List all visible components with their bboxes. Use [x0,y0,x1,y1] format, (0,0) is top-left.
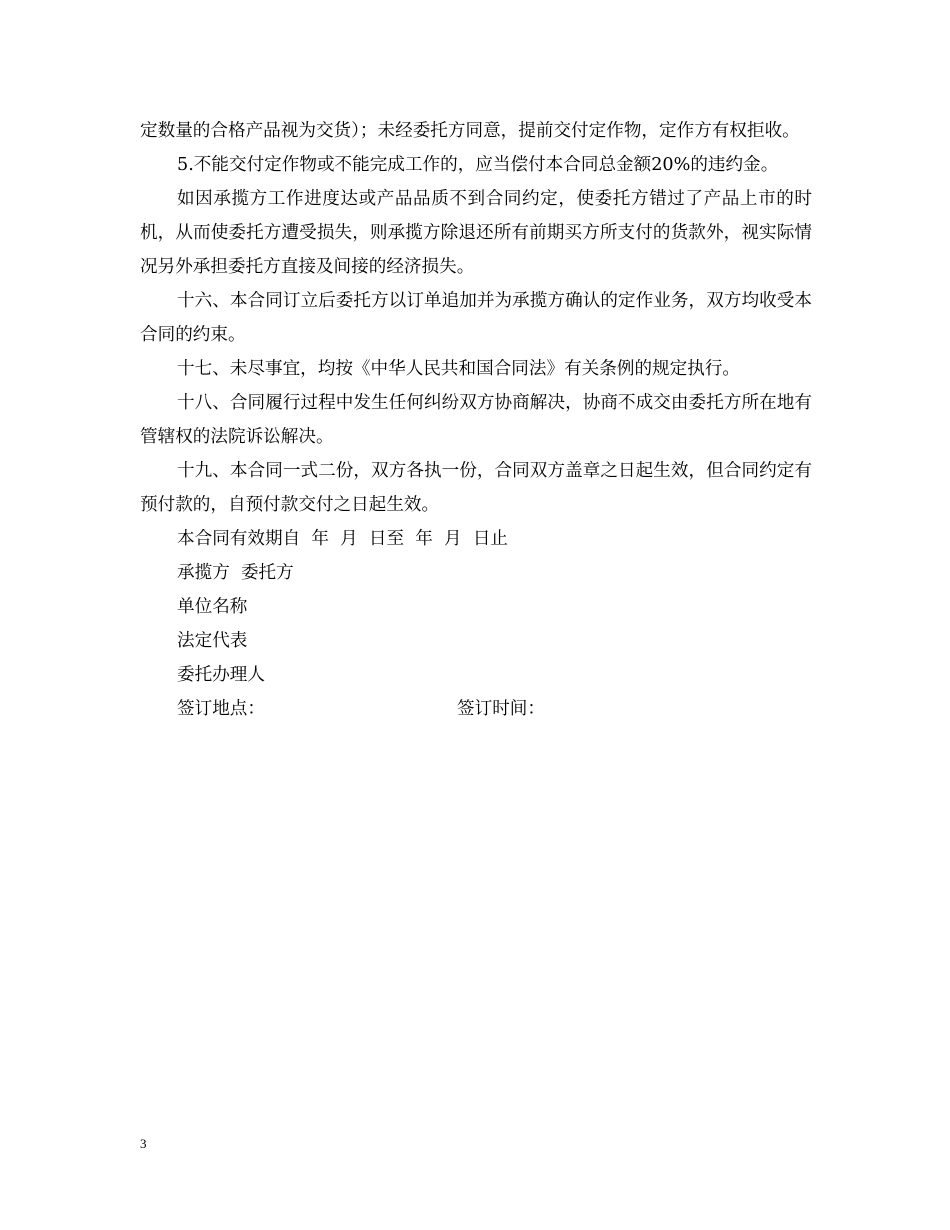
parties-line: 承揽方 委托方 [177,563,294,583]
paragraph-clause-18: 十八、合同履行过程中发生任何纠纷双方协商解决，协商不成交由委托方所在地有管辖权的法院诉讼解决。 [140,393,812,447]
validity-period-line: 本合同有效期自 年 月 日至 年 月 日止 [177,529,509,549]
paragraph-clause-17: 十七、未尽事宜，均按《中华人民共和国合同法》有关条例的规定执行。 [177,359,741,379]
paragraph-delivery-continued: 定数量的合格产品视为交货）；未经委托方同意，提前交付定作物，定作方有权拒收。 [140,121,800,141]
signing-row [140,692,812,726]
paragraph-clause-5-penalty: 5.不能交付定作物或不能完成工作的，应当偿付本合同总金额20%的违约金。 [177,155,779,175]
page-number: 3 [140,1136,147,1151]
document-body [140,114,812,726]
unit-name-label: 单位名称 [177,597,248,617]
paragraph-clause-16: 十六、本合同订立后委托方以订单追加并为承揽方确认的定作业务，双方均收受本合同的约束。 [140,291,812,345]
legal-representative-label: 法定代表 [177,631,248,651]
signing-place-label: 签订地点： [177,699,265,719]
paragraph-clause-19: 十九、本合同一式二份，双方各执一份，合同双方盖章之日起生效，但合同约定有预付款的，自预付款交付之日起生效。 [140,461,812,515]
agent-label: 委托办理人 [177,665,265,685]
paragraph-loss-compensation: 如因承揽方工作进度达或产品品质不到合同约定，使委托方错过了产品上市的时机，从而使委托方遭受损失，则承揽方除退还所有前期买方所支付的货款外，视实际情况另外承担委托方直接及间接的经济损失。 [140,189,812,277]
signing-time-label: 签订时间： [457,699,545,719]
